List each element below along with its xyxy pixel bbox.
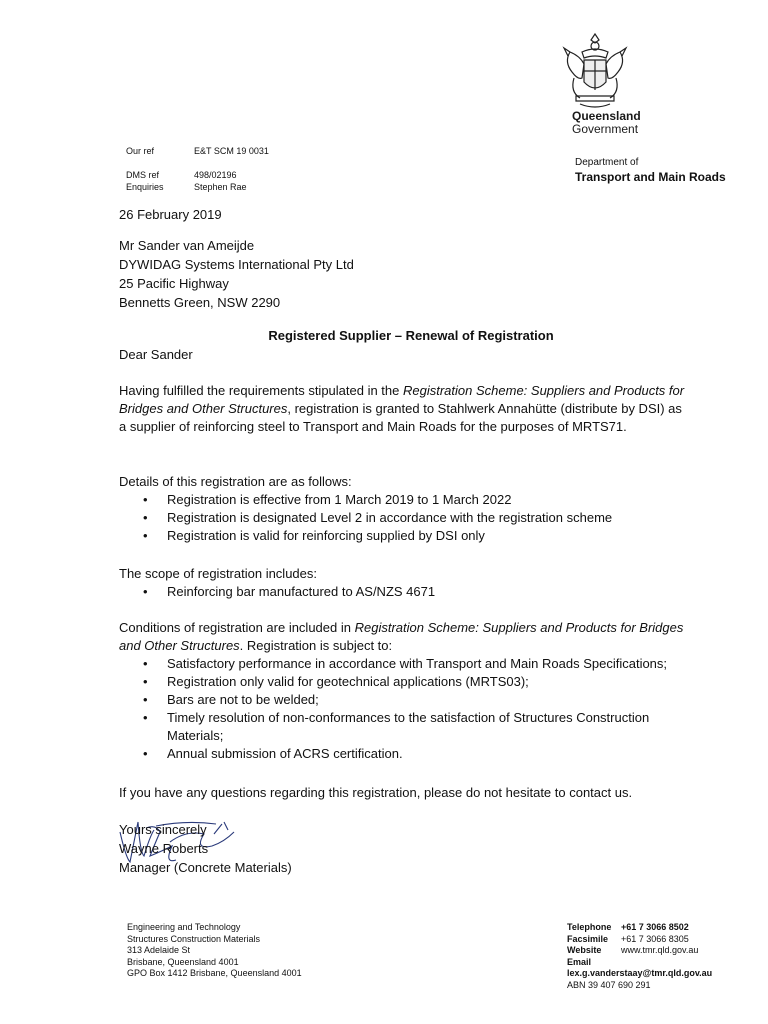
reference-row	[126, 145, 269, 157]
reference-row	[126, 169, 237, 181]
letter-subject: Registered Supplier – Renewal of Registration	[268, 328, 554, 343]
salutation: Dear Sander	[119, 347, 193, 362]
registration-paragraph	[119, 382, 689, 436]
footer-line: GPO Box 1412 Brisbane, Queensland 4001	[127, 968, 302, 978]
sign-off: Yours sincerely	[119, 822, 207, 837]
list-item	[119, 709, 689, 745]
list-item	[119, 527, 689, 545]
condition-text: Timely resolution of non-conformances to the satisfaction of Structures Construction Materials;	[167, 710, 650, 743]
reference-value: Stephen Rae	[194, 182, 247, 192]
reference-label: DMS ref	[126, 170, 160, 180]
footer-line: Brisbane, Queensland 4001	[127, 956, 239, 967]
reference-label: Our ref	[126, 146, 155, 156]
bullet: •	[143, 584, 148, 599]
footer-line: Engineering and Technology	[127, 922, 241, 932]
bullet: •	[143, 656, 148, 671]
signer-title: Manager (Concrete Materials)	[119, 860, 292, 875]
list-item	[119, 509, 689, 527]
scheme-title: Registration Scheme: Suppliers and Products for Bridges and Other Structures	[119, 383, 685, 416]
government-subtitle: Government	[572, 122, 639, 136]
telephone-label: Telephone	[567, 922, 612, 932]
department-name: Transport and Main Roads	[575, 170, 726, 184]
reference-value: 498/02196	[194, 170, 237, 180]
footer-address	[127, 922, 302, 980]
detail-text: Registration is valid for reinforcing supplied by DSI only	[167, 528, 485, 543]
scope-text: Reinforcing bar manufactured to AS/NZS 4671	[167, 584, 436, 599]
reference-label: Enquiries	[126, 182, 164, 192]
bullet: •	[143, 528, 148, 543]
bullet: •	[143, 746, 148, 761]
list-item	[119, 673, 689, 691]
bullet: •	[143, 692, 148, 707]
scope-section	[119, 565, 689, 601]
website-link[interactable]: www.tmr.qld.gov.au	[621, 945, 699, 955]
condition-text: Annual submission of ACRS certification.	[167, 746, 403, 761]
facsimile-value: +61 7 3066 8305	[621, 933, 689, 944]
list-item	[119, 583, 689, 601]
para-text: Having fulfilled the requirements stipulated in the	[119, 383, 403, 398]
footer-line: Structures Construction Materials	[127, 933, 261, 944]
footer-line: 313 Adelaide St	[127, 945, 191, 955]
para-text: Conditions of registration are included in	[119, 620, 355, 635]
facsimile-row	[567, 934, 712, 946]
detail-text: Registration is effective from 1 March 2019 to 1 March 2022	[167, 492, 512, 507]
recipient-name: Mr Sander van Ameijde	[119, 238, 255, 253]
reference-row	[126, 181, 247, 193]
condition-text: Satisfactory performance in accordance with Transport and Main Roads Specifications;	[167, 656, 668, 671]
bullet: •	[143, 674, 148, 689]
footer-contact	[567, 922, 712, 991]
condition-text: Bars are not to be welded;	[167, 692, 319, 707]
website-row	[567, 945, 712, 957]
conditions-intro	[119, 619, 689, 655]
department-label: Department of	[575, 157, 639, 168]
queensland-crest-icon	[560, 30, 630, 112]
telephone-value: +61 7 3066 8502	[621, 922, 689, 932]
conditions-section	[119, 619, 689, 763]
telephone-row	[567, 922, 712, 934]
recipient-company: DYWIDAG Systems International Pty Ltd	[119, 257, 354, 272]
details-section	[119, 473, 689, 545]
bullet: •	[143, 710, 148, 725]
facsimile-label: Facsimile	[567, 933, 609, 944]
detail-text: Registration is designated Level 2 in accordance with the registration scheme	[167, 510, 613, 525]
abn: ABN 39 407 690 291	[567, 979, 651, 990]
recipient-street: 25 Pacific Highway	[119, 276, 229, 291]
letter-date: 26 February 2019	[119, 207, 222, 222]
questions-line: If you have any questions regarding this registration, please do not hesitate to contact us.	[119, 785, 633, 800]
para-text: . Registration is subject to:	[239, 638, 393, 653]
list-item	[119, 745, 689, 763]
list-item	[119, 655, 689, 673]
government-name: Queensland	[572, 109, 641, 123]
scope-intro: The scope of registration includes:	[119, 566, 317, 581]
email-row	[567, 957, 712, 969]
list-item	[119, 491, 689, 509]
email-label: Email	[567, 956, 592, 967]
details-intro: Details of this registration are as follows:	[119, 474, 352, 489]
closing-block	[119, 820, 292, 877]
website-label: Website	[567, 945, 602, 955]
signer-name: Wayne Roberts	[119, 841, 209, 856]
recipient-city: Bennetts Green, NSW 2290	[119, 295, 281, 310]
recipient-address	[119, 236, 354, 312]
condition-text: Registration only valid for geotechnical applications (MRTS03);	[167, 674, 529, 689]
para-text: , registration is granted to Stahlwerk Annahütte (distribute by DSI) as a supplier of reinforcing steel to Transport and Main Roads for the purposes of MRTS71.	[119, 401, 682, 434]
bullet: •	[143, 492, 148, 507]
email-value-row	[567, 968, 712, 980]
list-item	[119, 691, 689, 709]
bullet: •	[143, 510, 148, 525]
email-link[interactable]: lex.g.vanderstaay@tmr.qld.gov.au	[567, 968, 713, 978]
reference-value: E&T SCM 19 0031	[194, 146, 269, 156]
scheme-title: Registration Scheme: Suppliers and Products for Bridges and Other Structures	[119, 620, 684, 653]
